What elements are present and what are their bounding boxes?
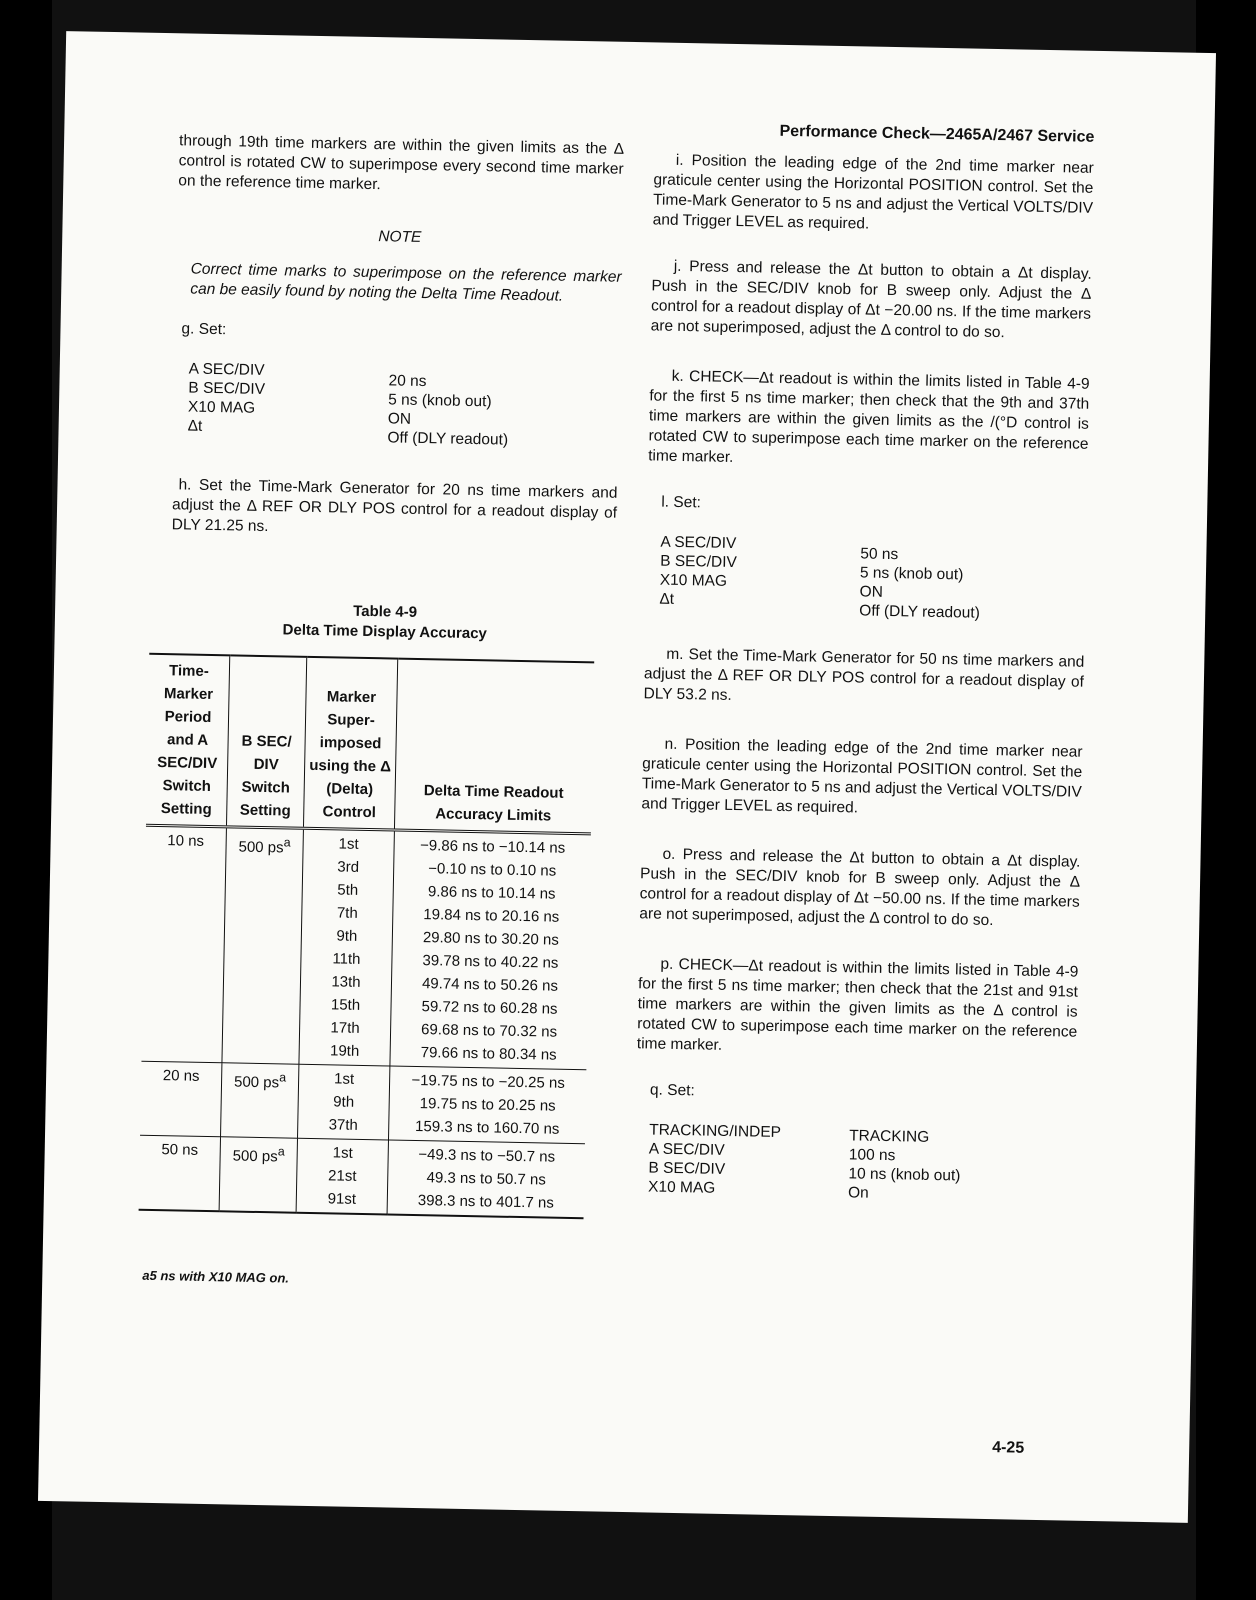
bsec-cell [219,1137,297,1213]
accuracy-table [139,653,595,1219]
limit-value: −0.10 ns to 0.10 ns [428,860,557,880]
marker-value: 19th [329,1042,360,1060]
table-subtitle: Delta Time Display Accuracy [282,621,488,643]
marker-value: 91st [327,1190,357,1208]
limit-value: 59.72 ns to 60.28 ns [421,998,558,1018]
limit-value: 398.3 ns to 401.7 ns [417,1192,554,1212]
setting-label: X10 MAG [647,1178,716,1197]
header-limits: Delta Time Readout Accuracy Limits [394,659,594,834]
setting-value: 10 ns (knob out) [848,1165,961,1185]
marker-value: 15th [330,996,361,1014]
marker-value: 17th [330,1019,360,1037]
table-caption [255,600,516,645]
marker-value: 7th [336,904,358,922]
bsec-value: 500 ps [233,1073,280,1092]
settings-l-values [859,536,1087,624]
limits-cell [388,1066,586,1144]
period-cell: 20 ns [140,1061,222,1137]
header-bsec: B SEC/ DIV Switch Setting [226,655,306,828]
step-i: i. Position the leading edge of the 2nd time marker near graticule center using the Horizontal POSITION control. Set the Time-Mark Generator to 5 ns and adjust the Vertical VOLTS/DIV and Trigger LEVEL as required. [652,151,1094,233]
marker-value: 37th [328,1116,359,1134]
marker-value: 1st [332,1144,353,1162]
note-title: NOTE [378,228,422,246]
marker-value: 5th [337,881,359,899]
marker-cell [298,1064,390,1140]
setting-label: Δt [659,590,675,608]
header-marker: Marker Super-imposed using the Δ (Delta) Control [303,657,397,830]
document-page [38,31,1216,1523]
table-row [141,825,590,1069]
setting-label: A SEC/DIV [660,533,737,553]
marker-cell [299,828,395,1066]
step-j: j. Press and release the Δt button to obtain a Δt display. Push in the SEC/DIV knob for B sweep only. Adjust the Δ control for a readout display of Δt −20.00 ns. If the time markers are not superimposed, adjust the Δ control to do so. [650,257,1092,342]
setting-label: B SEC/DIV [648,1159,726,1178]
header-period: Time-Marker Period and A SEC/DIV Switch Setting [146,654,230,827]
setting-value: 50 ns [860,545,899,564]
period-cell: 50 ns [139,1135,221,1211]
settings-l [659,533,1087,625]
settings-q-labels [648,1120,849,1202]
page-number: 4-25 [991,1439,1025,1457]
marker-value: 11th [332,950,361,968]
step-q-label: q. Set: [649,1081,695,1100]
bsec-cell [221,1063,299,1138]
setting-value: ON [859,583,884,601]
marker-value: 21st [327,1167,357,1185]
limits-cell [387,1140,585,1218]
note-body: Correct time marks to superimpose on the reference marker can be easily found by noting the Delta Time Readout. [190,260,622,305]
settings-q-values [848,1124,1075,1206]
setting-label: A SEC/DIV [648,1140,725,1159]
bsec-cell [222,827,304,1064]
bsec-value: 500 ps [232,1147,278,1166]
step-o: o. Press and release the Δt button to obtain a Δt display. Push in the SEC/DIV knob for B sweep only. Adjust the Δ control for a readout display of Δt −50.00 ns. If the time markers are not superimposed, adjust the Δ control to do so. [639,845,1081,930]
step-h: h. Set the Time-Mark Generator for 20 ns time markers and adjust the Δ REF OR DLY POS control for a readout display of DLY 21.25 ns. [171,476,618,536]
marker-value: 9th [336,927,358,945]
limit-value: 9.86 ns to 10.14 ns [427,883,556,903]
limit-value: 79.66 ns to 80.34 ns [420,1044,557,1064]
footnote-mark: a [279,1070,287,1085]
setting-value: 100 ns [848,1146,896,1165]
setting-label: Δt [187,417,203,435]
marker-value: 9th [333,1093,355,1111]
limit-value: −49.3 ns to −50.7 ns [418,1146,556,1166]
running-header: Performance Check—2465A/2467 Service [779,122,1095,146]
settings-g-labels [187,360,389,448]
marker-value: 1st [333,1070,355,1088]
setting-label: X10 MAG [187,398,256,417]
step-l-label: l. Set: [661,493,702,512]
bsec-value: 500 ps [238,838,284,857]
footnote-mark: a [277,1144,285,1159]
marker-value: 1st [338,835,359,853]
right-column [634,150,1094,1206]
limit-value: 39.78 ns to 40.22 ns [422,952,559,972]
left-column [172,131,625,543]
limit-value: −9.86 ns to −10.14 ns [419,837,566,857]
period-cell: 10 ns [141,825,226,1063]
setting-value: TRACKING [848,1127,930,1146]
step-p: p. CHECK—Δt readout is within the limits listed in Table 4-9 for the first 5 ns time marker; then check that the 21st and 91st time markers are within the given limits as the Δ control is rotated CW to superimpose each time marker on the reference time marker. [636,955,1079,1054]
step-n: n. Position the leading edge of the 2nd time marker near graticule center using the Horizontal POSITION control. Set the Time-Mark Generator to 5 ns and adjust the Vertical VOLTS/DIV and Trigger LEVEL as required. [641,735,1083,817]
limit-value: 29.80 ns to 30.20 ns [422,929,559,949]
limit-value: 19.84 ns to 20.16 ns [423,906,560,926]
table-footnote: a5 ns with X10 MAG on. [142,1267,290,1286]
limit-value: 49.74 ns to 50.26 ns [421,975,559,995]
settings-g-values [387,363,620,451]
setting-label: TRACKING/INDEP [649,1121,782,1142]
setting-label: X10 MAG [659,571,728,590]
setting-value: Off (DLY readout) [387,429,509,449]
table-title: Table 4-9 [353,602,418,621]
intro-paragraph: through 19th time markers are within the given limits as the Δ control is rotated CW to superimpose every second time marker on the reference time marker. [178,132,625,194]
marker-cell [296,1138,388,1214]
limit-value: 159.3 ns to 160.70 ns [414,1117,560,1138]
marker-value: 3rd [337,858,360,876]
limit-value: 69.68 ns to 70.32 ns [420,1021,558,1041]
setting-value: 5 ns (knob out) [388,391,492,411]
table-header-row [146,654,594,834]
setting-value: On [847,1184,869,1202]
settings-q [648,1120,1075,1206]
limit-value: −19.75 ns to −20.25 ns [411,1071,566,1092]
setting-label: A SEC/DIV [188,360,265,379]
limit-value: 49.3 ns to 50.7 ns [426,1169,547,1189]
setting-value: 5 ns (knob out) [859,564,964,584]
setting-label: B SEC/DIV [659,552,737,572]
settings-l-labels [659,533,861,621]
setting-value: ON [387,410,412,428]
settings-g [187,360,620,452]
step-m: m. Set the Time-Mark Generator for 50 ns time markers and adjust the Δ REF OR DLY POS control for a readout display of DLY 53.2 ns. [643,645,1085,704]
setting-value: 20 ns [388,372,427,391]
table-row [139,1135,585,1218]
limits-cell [390,830,591,1070]
setting-label: B SEC/DIV [188,379,266,398]
footnote-mark: a [283,835,291,850]
step-k: k. CHECK—Δt readout is within the limits listed in Table 4-9 for the first 5 ns time marker; then check that the 9th and 37th time markers are within the given limits as the /(°D control is rotated CW to superimpose each time marker on the reference time marker. [648,367,1090,466]
limit-value: 19.75 ns to 20.25 ns [419,1095,556,1115]
step-g-label: g. Set: [181,320,227,339]
setting-value: Off (DLY readout) [859,602,980,622]
table-row [140,1061,586,1144]
marker-value: 13th [331,973,361,991]
